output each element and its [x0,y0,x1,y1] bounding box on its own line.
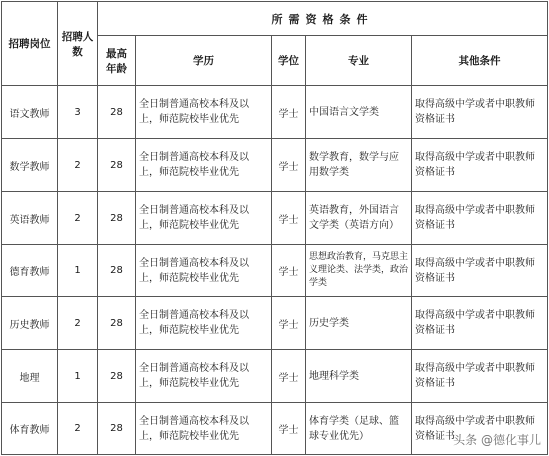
other-cell: 取得高级中学或者中职教师资格证书 [412,403,548,455]
education-cell: 全日制普通高校本科及以上，师范院校毕业优先 [136,139,272,192]
post-cell: 语文教师 [2,86,58,139]
other-cell: 取得高级中学或者中职教师资格证书 [412,192,548,245]
education-cell: 全日制普通高校本科及以上，师范院校毕业优先 [136,350,272,403]
count-cell: 3 [58,86,98,139]
post-cell: 地理 [2,350,58,403]
table-row [2,297,548,350]
count-cell: 2 [58,139,98,192]
post-cell: 英语教师 [2,192,58,245]
header-age: 最高年龄 [98,36,136,86]
count-cell: 2 [58,192,98,245]
major-cell: 历史学类 [306,297,412,350]
age-cell: 28 [98,297,136,350]
age-cell: 28 [98,245,136,297]
post-cell: 德育教师 [2,245,58,297]
major-cell: 地理科学类 [306,350,412,403]
education-cell: 全日制普通高校本科及以上，师范院校毕业优先 [136,297,272,350]
education-cell: 全日制普通高校本科及以上，师范院校毕业优先 [136,403,272,455]
table-row [2,86,548,139]
count-cell: 2 [58,297,98,350]
table-row [2,245,548,297]
education-cell: 全日制普通高校本科及以上，师范院校毕业优先 [136,192,272,245]
other-cell: 取得高级中学或者中职教师资格证书 [412,350,548,403]
degree-cell: 学士 [272,192,306,245]
degree-cell: 学士 [272,403,306,455]
other-cell: 取得高级中学或者中职教师资格证书 [412,297,548,350]
major-cell: 数学教育，数学与应用数学类 [306,139,412,192]
degree-cell: 学士 [272,245,306,297]
post-cell: 数学教师 [2,139,58,192]
watermark: 头条 @德化事儿 [453,433,541,447]
count-cell: 2 [58,403,98,455]
major-cell: 英语教育，外国语言文学类（英语方向） [306,192,412,245]
header-education: 学历 [136,36,272,86]
header-count: 招聘人数 [58,2,98,86]
other-cell: 取得高级中学或者中职教师资格证书 [412,139,548,192]
major-cell: 中国语言文学类 [306,86,412,139]
degree-cell: 学士 [272,297,306,350]
header-post: 招聘岗位 [2,2,58,86]
post-cell: 历史教师 [2,297,58,350]
degree-cell: 学士 [272,86,306,139]
other-cell: 取得高级中学或者中职教师资格证书 [412,245,548,297]
age-cell: 28 [98,139,136,192]
header-requirements: 所需资格条件 [98,2,548,36]
degree-cell: 学士 [272,350,306,403]
table-row [2,139,548,192]
post-cell: 体育教师 [2,403,58,455]
header-other: 其他条件 [412,36,548,86]
requirements-table [1,1,548,455]
education-cell: 全日制普通高校本科及以上，师范院校毕业优先 [136,86,272,139]
age-cell: 28 [98,403,136,455]
age-cell: 28 [98,192,136,245]
age-cell: 28 [98,350,136,403]
age-cell: 28 [98,86,136,139]
major-cell: 体育学类（足球、篮球专业优先） [306,403,412,455]
degree-cell: 学士 [272,139,306,192]
table-row [2,192,548,245]
education-cell: 全日制普通高校本科及以上，师范院校毕业优先 [136,245,272,297]
major-cell: 思想政治教育，马克思主义理论类、法学类，政治学类 [306,245,412,297]
other-cell: 取得高级中学或者中职教师资格证书 [412,86,548,139]
count-cell: 1 [58,350,98,403]
header-major: 专业 [306,36,412,86]
header-degree: 学位 [272,36,306,86]
table-row [2,350,548,403]
count-cell: 1 [58,245,98,297]
